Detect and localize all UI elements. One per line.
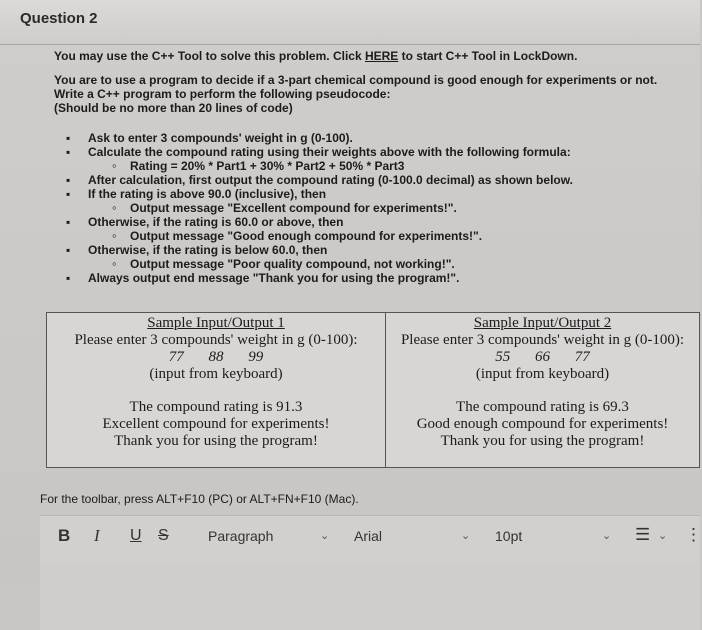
sample-1-inputs [51, 349, 381, 366]
sample-2-rating: The compound rating is 69.3 [456, 399, 629, 415]
sample-io-table [46, 312, 700, 468]
chevron-down-icon[interactable]: ⌄ [461, 530, 471, 542]
sample-1-thanks: Thank you for using the program! [114, 433, 318, 449]
sample-1-message: Excellent compound for experiments! [102, 416, 330, 432]
sample-2-cell [386, 313, 700, 468]
bullet-item: ▪ Always output end message "Thank you for using the program!". [60, 271, 573, 285]
bullet-item: ▪ If the rating is above 90.0 (inclusive), then [60, 187, 573, 201]
instruction-line-3: (Should be no more than 20 lines of code) [54, 101, 293, 115]
sample-1-input-3: 99 [248, 349, 264, 365]
question-content [0, 45, 700, 585]
font-family-select[interactable]: Arial [354, 528, 383, 544]
sample-2-input-1: 55 [495, 349, 511, 365]
bullet-item: ▪ After calculation, first output the compound rating (0-100.0 decimal) as shown below. [60, 173, 573, 187]
sample-1-input-1: 77 [168, 349, 184, 365]
sample-2-input-2: 66 [535, 349, 550, 365]
sample-1-prompt: Please enter 3 compounds' weight in g (0-100): [74, 332, 358, 348]
sub-bullet-item: ◦ Output message "Poor quality compound, not working!". [60, 257, 573, 271]
editor-toolbar [40, 515, 700, 563]
chevron-down-icon[interactable]: ⌄ [658, 530, 668, 542]
cpp-tool-link[interactable]: HERE [364, 49, 399, 63]
question-header [0, 0, 700, 45]
sample-1-title: Sample Input/Output 1 [147, 315, 285, 331]
toolbar-hint: For the toolbar, press ALT+F10 (PC) or ALT+FN+F10 (Mac). [40, 492, 359, 506]
sample-2-message: Good enough compound for experiments! [416, 416, 669, 432]
answer-editor[interactable] [40, 562, 700, 630]
sub-bullet-item: ◦ Output message "Good enough compound for experiments!". [60, 229, 573, 243]
sample-2-input-3: 77 [574, 349, 590, 365]
intro-text-after: to start C++ Tool in LockDown. [398, 49, 578, 63]
underline-button[interactable]: U [130, 527, 142, 544]
chevron-down-icon[interactable]: ⌄ [320, 530, 330, 542]
paragraph-select[interactable]: Paragraph [208, 528, 274, 544]
bullet-item: ▪ Calculate the compound rating using their weights above with the following formula: [60, 145, 573, 159]
sample-1-cell [47, 313, 386, 468]
italic-button[interactable]: I [94, 526, 100, 545]
sample-1-input-2: 88 [208, 349, 224, 365]
pseudocode-list [60, 131, 573, 285]
intro-text-before: You may use the C++ Tool to solve this problem. Click [54, 49, 365, 63]
list-icon[interactable]: ☰ [635, 525, 651, 544]
sample-2-prompt: Please enter 3 compounds' weight in g (0-100): [400, 332, 685, 348]
sample-2-title: Sample Input/Output 2 [473, 315, 612, 331]
bullet-item: ▪ Otherwise, if the rating is below 60.0, then [60, 243, 573, 257]
sample-1-rating: The compound rating is 91.3 [129, 399, 303, 415]
sample-1-input-note: (input from keyboard) [149, 366, 283, 382]
sample-2-input-note: (input from keyboard) [475, 366, 610, 382]
bullet-item: ▪ Otherwise, if the rating is 60.0 or above, then [60, 215, 573, 229]
tool-intro [54, 49, 577, 63]
instructions [54, 73, 657, 115]
instruction-line-2: Write a C++ program to perform the following pseudocode: [54, 87, 391, 101]
sample-2-thanks: Thank you for using the program! [440, 433, 645, 449]
sample-2-inputs [390, 349, 695, 366]
bullet-item: ▪ Ask to enter 3 compounds' weight in g (0-100). [60, 131, 573, 145]
question-title: Question 2 [20, 10, 98, 27]
sub-bullet-item: ◦ Rating = 20% * Part1 + 30% * Part2 + 50% * Part3 [60, 159, 573, 173]
sub-bullet-item: ◦ Output message "Excellent compound for experiments!". [60, 201, 573, 215]
bold-button[interactable]: B [58, 526, 71, 545]
chevron-down-icon[interactable]: ⌄ [602, 530, 612, 542]
strikethrough-button[interactable]: S [158, 527, 169, 544]
instruction-line-1: You are to use a program to decide if a 3-part chemical compound is good enough for experiments or not. [54, 73, 658, 87]
font-size-select[interactable]: 10pt [495, 528, 523, 544]
more-options-icon[interactable]: ⋮ [685, 525, 702, 544]
